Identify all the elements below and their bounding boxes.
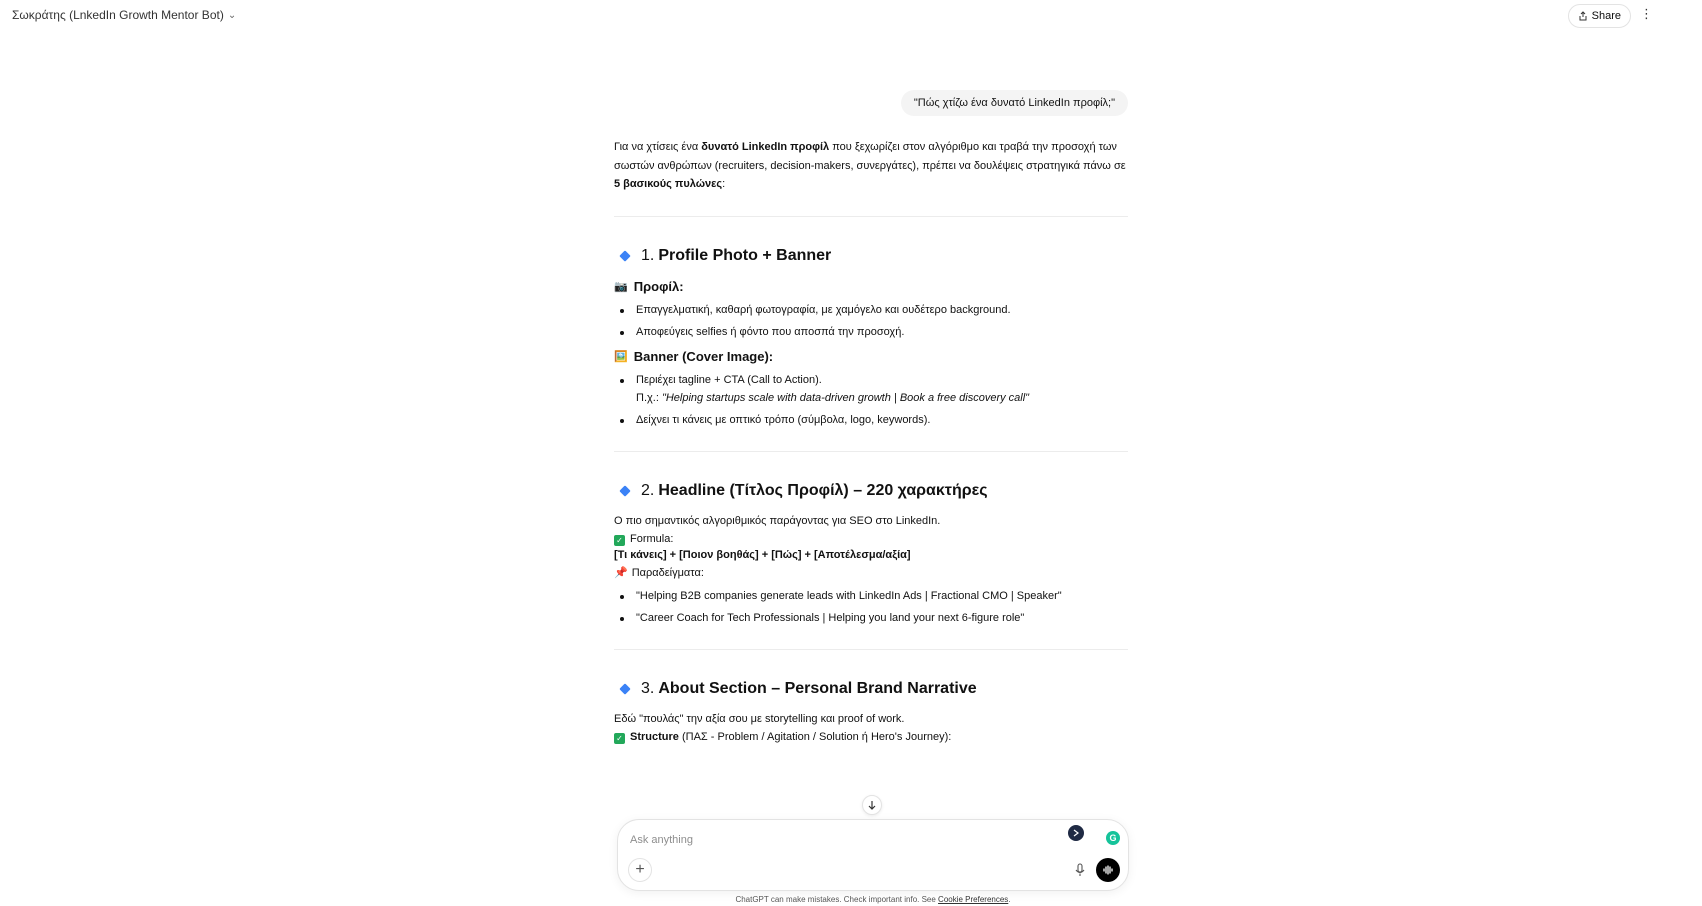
section-desc: Εδώ "πουλάς" την αξία σου με storytelling και proof of work. xyxy=(614,712,905,725)
example-prefix: Π.χ.: xyxy=(636,391,662,404)
formula: [Τι κάνεις] + [Ποιον βοηθάς] + [Πώς] + [Αποτέλεσμα/αξία] xyxy=(614,548,911,561)
divider xyxy=(614,451,1128,452)
list-item: Δείχνει τι κάνεις με οπτικό τρόπο (σύμβολα, logo, keywords). xyxy=(614,411,1128,429)
list-item: "Career Coach for Tech Professionals | Helping you land your next 6-figure role" xyxy=(614,609,1128,627)
section-desc: Ο πιο σημαντικός αλγοριθμικός παράγοντας για SEO στο LinkedIn. xyxy=(614,514,941,527)
grammarly-icon[interactable]: G xyxy=(1106,831,1120,845)
plus-button[interactable] xyxy=(628,858,652,882)
scroll-down-button[interactable] xyxy=(862,795,882,815)
subheading-banner xyxy=(614,347,1128,367)
chevron-down-icon: ⌄ xyxy=(227,9,237,21)
photo-list xyxy=(614,301,1128,341)
list-item: Αποφεύγεις selfies ή φόντο που αποσπά την προσοχή. xyxy=(614,323,1128,341)
list-item: Επαγγελματική, καθαρή φωτογραφία, με χαμόγελο και ουδέτερο background. xyxy=(614,301,1128,319)
structure-text: (ΠΑΣ - Problem / Agitation / Solution ή Hero's Journey): xyxy=(678,731,952,743)
cookie-preferences-link[interactable]: Cookie Preferences xyxy=(938,895,1009,904)
footer-disclaimer xyxy=(0,895,1702,904)
assistant-message xyxy=(614,138,1128,747)
footer-end: . xyxy=(1008,895,1011,904)
voice-mode-icon xyxy=(1102,864,1114,876)
subheading-photo xyxy=(614,277,1128,297)
user-message-row xyxy=(614,90,1128,116)
intro-paragraph xyxy=(614,138,1128,194)
diamond-icon xyxy=(619,683,630,694)
divider xyxy=(614,649,1128,650)
example-text: "Helping startups scale with data-driven growth | Book a free discovery call" xyxy=(661,391,1030,404)
check-icon: ✓ xyxy=(614,535,625,546)
user-message: "Πώς χτίζω ένα δυνατό LinkedIn προφίλ;" xyxy=(901,90,1128,116)
structure-row xyxy=(614,728,1128,747)
diamond-icon xyxy=(619,485,630,496)
banner-list xyxy=(614,371,1128,429)
share-icon xyxy=(1578,11,1588,21)
pin-icon: 📌 xyxy=(614,567,628,579)
more-vertical-icon[interactable]: ⋮ xyxy=(1640,6,1653,21)
extension-icon[interactable] xyxy=(1068,825,1084,841)
plus-icon: + xyxy=(635,861,645,878)
section-heading-2 xyxy=(614,480,1128,502)
section-title: About Section – Personal Brand Narrative xyxy=(658,679,977,697)
banner-example xyxy=(636,389,1128,407)
section-number: 1. xyxy=(641,246,655,264)
footer-text: ChatGPT can make mistakes. Check important info. See xyxy=(735,895,939,904)
chat-thread xyxy=(614,90,1128,747)
list-item xyxy=(614,371,1128,407)
composer xyxy=(617,819,1129,891)
section-title: Profile Photo + Banner xyxy=(658,246,832,264)
section-heading-3 xyxy=(614,678,1128,700)
model-name: Σωκράτης (LnkedIn Growth Mentor Bot) xyxy=(12,8,224,22)
mic-button[interactable] xyxy=(1070,860,1090,880)
list-item-text: Περιέχει tagline + CTA (Call to Action). xyxy=(636,373,822,386)
picture-icon: 🖼️ xyxy=(614,350,628,363)
camera-icon: 📷 xyxy=(614,280,628,293)
subheading-label: Banner (Cover Image): xyxy=(633,348,774,364)
list-item: "Helping B2B companies generate leads with LinkedIn Ads | Fractional CMO | Speaker" xyxy=(614,587,1128,605)
intro-bold-1: δυνατό LinkedIn προφίλ xyxy=(701,141,830,153)
arrow-down-icon xyxy=(867,800,877,810)
structure-label: Structure xyxy=(630,731,679,743)
intro-text-1: Για να χτίσεις ένα xyxy=(614,141,702,153)
intro-text-2: που ξεχωρίζει στον αλγόριθμο και τραβά την προσοχή των σωστών ανθρώπων (recruiters, decision-makers, συνεργάτες), πρέπει να δουλέψεις στρατηγικά πάνω σε xyxy=(614,141,1126,172)
model-selector[interactable] xyxy=(12,8,236,22)
examples-list xyxy=(614,587,1128,627)
top-bar xyxy=(0,0,1702,32)
check-icon: ✓ xyxy=(614,733,625,744)
section-number: 3. xyxy=(641,679,655,697)
mic-icon xyxy=(1074,863,1086,877)
share-button[interactable] xyxy=(1568,4,1631,28)
examples-label-row xyxy=(614,564,1128,583)
section-heading-1 xyxy=(614,245,1128,267)
examples-label: Παραδείγματα: xyxy=(631,567,704,579)
section-title: Headline (Τίτλος Προφίλ) – 220 χαρακτήρες xyxy=(658,481,988,499)
divider xyxy=(614,216,1128,217)
subheading-label: Προφίλ: xyxy=(633,278,684,294)
share-label: Share xyxy=(1591,10,1621,22)
prompt-input[interactable] xyxy=(630,832,1030,848)
diamond-icon xyxy=(619,250,630,261)
intro-bold-2: 5 βασικούς πυλώνες xyxy=(614,178,723,190)
section-number: 2. xyxy=(641,481,655,499)
formula-text xyxy=(614,546,1128,565)
intro-text-3: : xyxy=(722,178,726,190)
voice-mode-button[interactable] xyxy=(1096,858,1120,882)
formula-label: Formula: xyxy=(630,533,674,545)
